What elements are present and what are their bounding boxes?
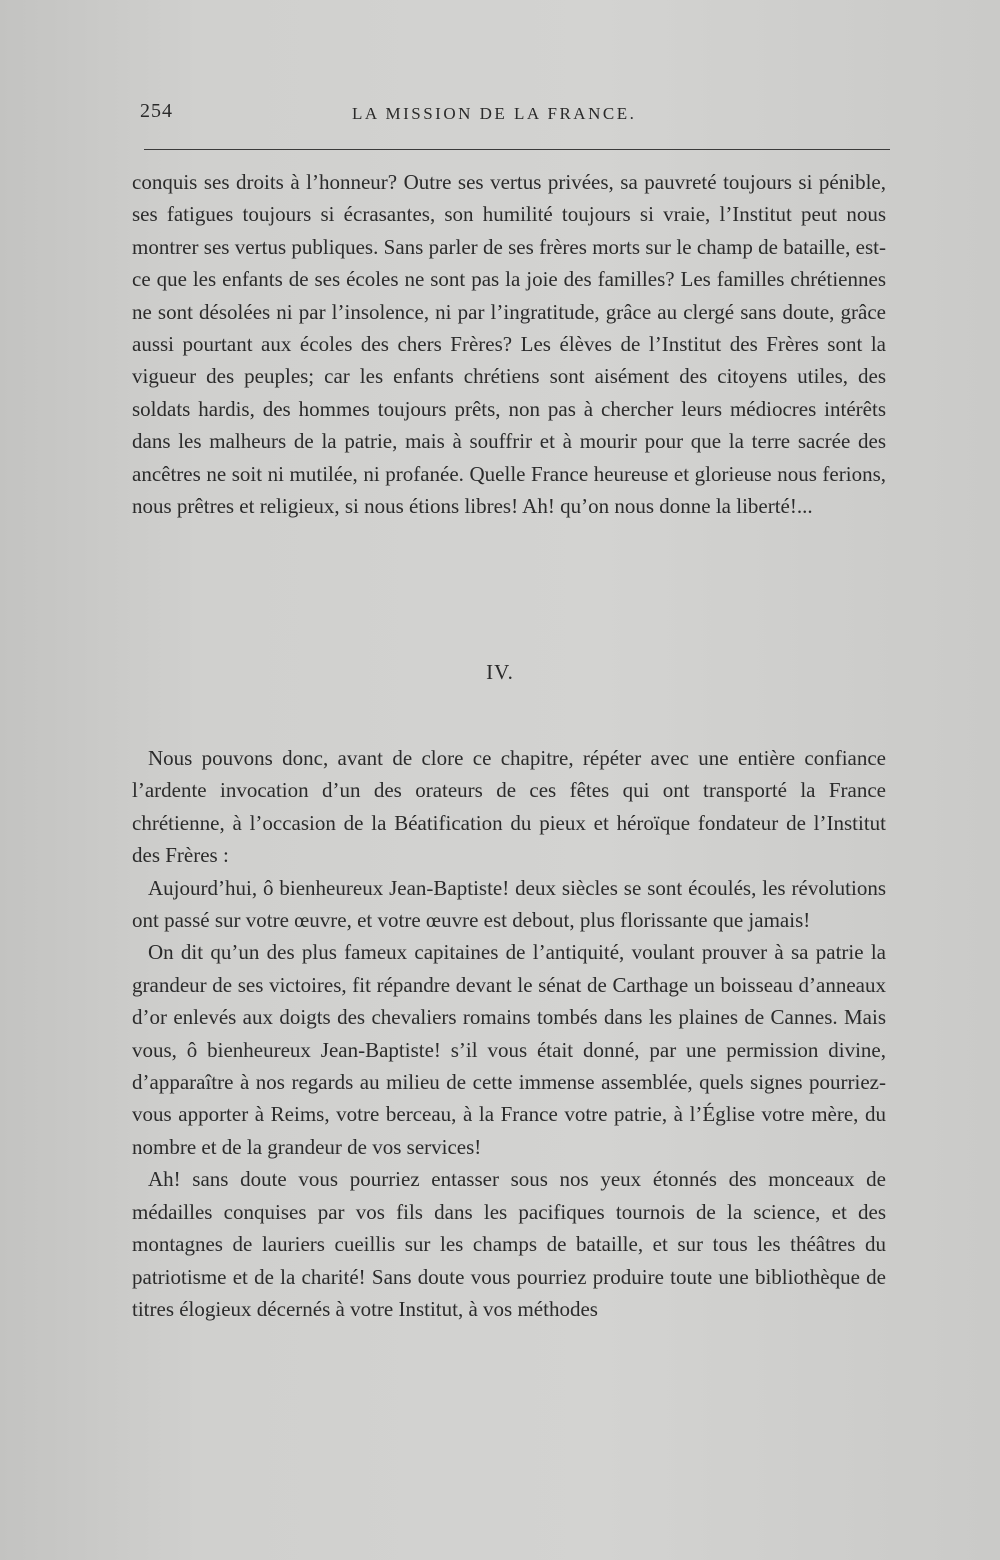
paragraph-2: Nous pouvons donc, avant de clore ce chapitre, répéter avec une entière confiance l’ardente invocation d’un des orateurs de ces fêtes qui ont transporté la France chrétienne, à l’occasion de la Béatification du pieux et héroïque fondateur de l’Institut des Frères : xyxy=(132,746,886,868)
page-number: 254 xyxy=(140,100,173,122)
paragraph-5: Ah! sans doute vous pourriez entasser sous nos yeux étonnés des monceaux de médailles conquises par vos fils dans les pacifiques tournois de la science, et des montagnes de lauriers cueillis sur les champs de bataille, et sur tous les théâtres du patriotisme et de la charité! Sans doute vous pourriez produire toute une bibliothèque de titres élogieux décernés à votre Institut, à vos méthodes xyxy=(132,1167,886,1321)
text-block-top xyxy=(132,166,886,522)
paragraph-1: conquis ses droits à l’honneur? Outre ses vertus privées, sa pauvreté toujours si pénible, ses fatigues toujours si écrasantes, son humilité toujours si vraie, l’Institut peut nous montrer ses vertus publiques. Sans parler de ses frères morts sur le champ de bataille, est-ce que les enfants de ses écoles ne sont pas la joie des familles? Les familles chrétiennes ne sont désolées ni par l’insolence, ni par l’ingratitude, grâce au clergé sans doute, grâce aussi pourtant aux écoles des chers Frères? Les élèves de l’Institut des Frères sont la vigueur des peuples; car les enfants chrétiens sont aisément des citoyens utiles, des soldats hardis, des hommes toujours prêts, non pas à chercher leurs médiocres intérêts dans les malheurs de la patrie, mais à souffrir et à mourir pour que la terre sacrée des ancêtres ne soit ni mutilée, ni profanée. Quelle France heureuse et glorieuse nous ferions, nous prêtres et religieux, si nous étions libres! Ah! qu’on nous donne la liberté!... xyxy=(132,170,886,519)
text-block-bottom xyxy=(132,742,886,1325)
paragraph-4: On dit qu’un des plus fameux capitaines de l’antiquité, voulant prouver à sa patrie la grandeur de ses victoires, fit répandre devant le sénat de Carthage un boisseau d’anneaux d’or enlevés aux doigts des chevaliers romains tombés dans les plaines de Cannes. Mais vous, ô bienheureux Jean-Baptiste! s’il vous était donné, par une permission divine, d’apparaître à nos regards au milieu de cette immense assemblée, quels signes pourriez-vous apporter à Reims, votre berceau, à la France votre patrie, à l’Église votre mère, du nombre et de la grandeur de vos services! xyxy=(132,940,886,1159)
header-rule xyxy=(144,149,890,150)
section-heading: IV. xyxy=(486,660,514,684)
paragraph-3: Aujourd’hui, ô bienheureux Jean-Baptiste! deux siècles se sont écoulés, les révolutions ont passé sur votre œuvre, et votre œuvre est debout, plus florissante que jamais! xyxy=(132,875,886,933)
page-header xyxy=(140,100,890,140)
running-title: LA MISSION DE LA FRANCE. xyxy=(352,104,637,123)
